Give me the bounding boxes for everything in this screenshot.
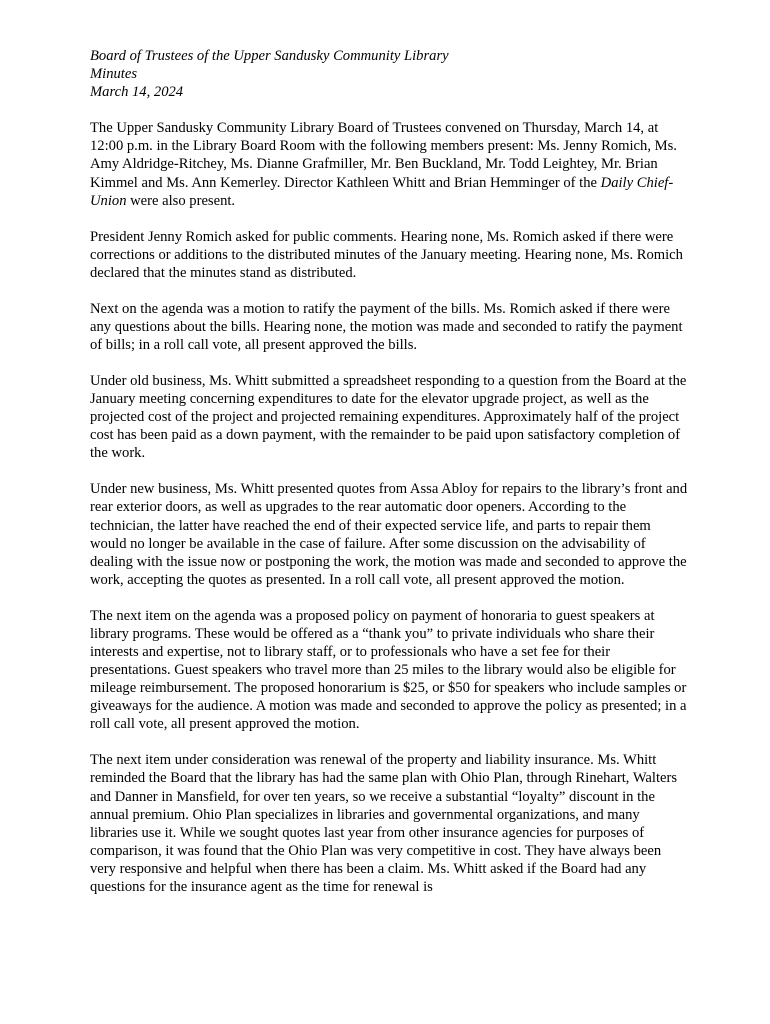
document-content bbox=[90, 47, 690, 914]
paragraph-honoraria-policy: The next item on the agenda was a proposed policy on payment of honoraria to guest speakers at library programs. These would be offered as a “thank you” to private individuals who share their interests and expertise, not to library staff, or to professionals who have a set fee for their presentations. Guest speakers who travel more than 25 miles to the library would also be eligible for mileage reimbursement. The proposed honorarium is $25, or $50 for speakers who include samples or giveaways for the audience. A motion was made and seconded to approve the policy as presented; in a roll call vote, all present approved the motion. bbox=[90, 607, 687, 733]
attendance-text-end: were also present. bbox=[126, 192, 236, 209]
attendance-text: The Upper Sandusky Community Library Board of Trustees convened on Thursday, March 14, at 12:00 p.m. in the Library Board Room with the following members present: Ms. Jenny Romich, Ms. Amy Aldridge-Ritchey, Ms. Dianne Grafmiller, Mr. Ben Buckland, Mr. Todd Leightey, Mr. Brian Kimmel and Ms. Ann Kemerley. Director Kathleen Whitt and Brian Hemminger of the bbox=[90, 120, 677, 191]
minutes-header bbox=[90, 47, 690, 101]
paragraph-insurance: The next item under consideration was renewal of the property and liability insurance. Ms. Whitt reminded the Board that the library has had the same plan with Ohio Plan, through Rinehart, Walters and Danner in Mansfield, for over ten years, so we receive a substantial “loyalty” discount in the annual premium. Ohio Plan specializes in libraries and governmental organizations, and many libraries use it. While we sought quotes last year from other insurance agencies for purposes of comparison, it was found that the Ohio Plan was very competitive in cost. They have always been very responsive and helpful when there has been a claim. Ms. Whitt asked if the Board had any questions for the insurance agent as the time for renewal is bbox=[90, 752, 678, 895]
meeting-date: March 14, 2024 bbox=[90, 84, 184, 101]
document-type: Minutes bbox=[90, 66, 138, 83]
paragraph-old-business: Under old business, Ms. Whitt submitted a spreadsheet responding to a question from the Board at the January meeting concerning expenditures to date for the elevator upgrade project, as well as the projected cost of the project and projected remaining expenditures. Approximately half of the project cost has been paid as a down payment, with the remainder to be paid upon satisfactory completion of the work. bbox=[90, 372, 687, 462]
paragraph-bills: Next on the agenda was a motion to ratify the payment of the bills. Ms. Romich asked if there were any questions about the bills. Hearing none, the motion was made and seconded to ratify the payment of bills; in a roll call vote, all present approved the bills. bbox=[90, 300, 683, 353]
paragraph-new-business: Under new business, Ms. Whitt presented quotes from Assa Abloy for repairs to the library’s front and rear exterior doors, as well as upgrades to the rear automatic door openers. According to the technician, the latter have reached the end of their expected service life, and parts to repair them would no longer be available in the case of failure. After some discussion on the advisability of dealing with the issue now or postponing the work, the motion was made and seconded to approve the work, accepting the quotes as presented. In a roll call vote, all present approved the motion. bbox=[90, 481, 688, 588]
paragraph-public-comments: President Jenny Romich asked for public comments. Hearing none, Ms. Romich asked if there were corrections or additions to the distributed minutes of the January meeting. Hearing none, Ms. Romich declared that the minutes stand as distributed. bbox=[90, 228, 683, 281]
paragraph-attendance bbox=[90, 119, 690, 209]
newspaper-name: Daily Chief-Union bbox=[90, 174, 674, 209]
organization-title: Board of Trustees of the Upper Sandusky Community Library bbox=[90, 48, 449, 64]
